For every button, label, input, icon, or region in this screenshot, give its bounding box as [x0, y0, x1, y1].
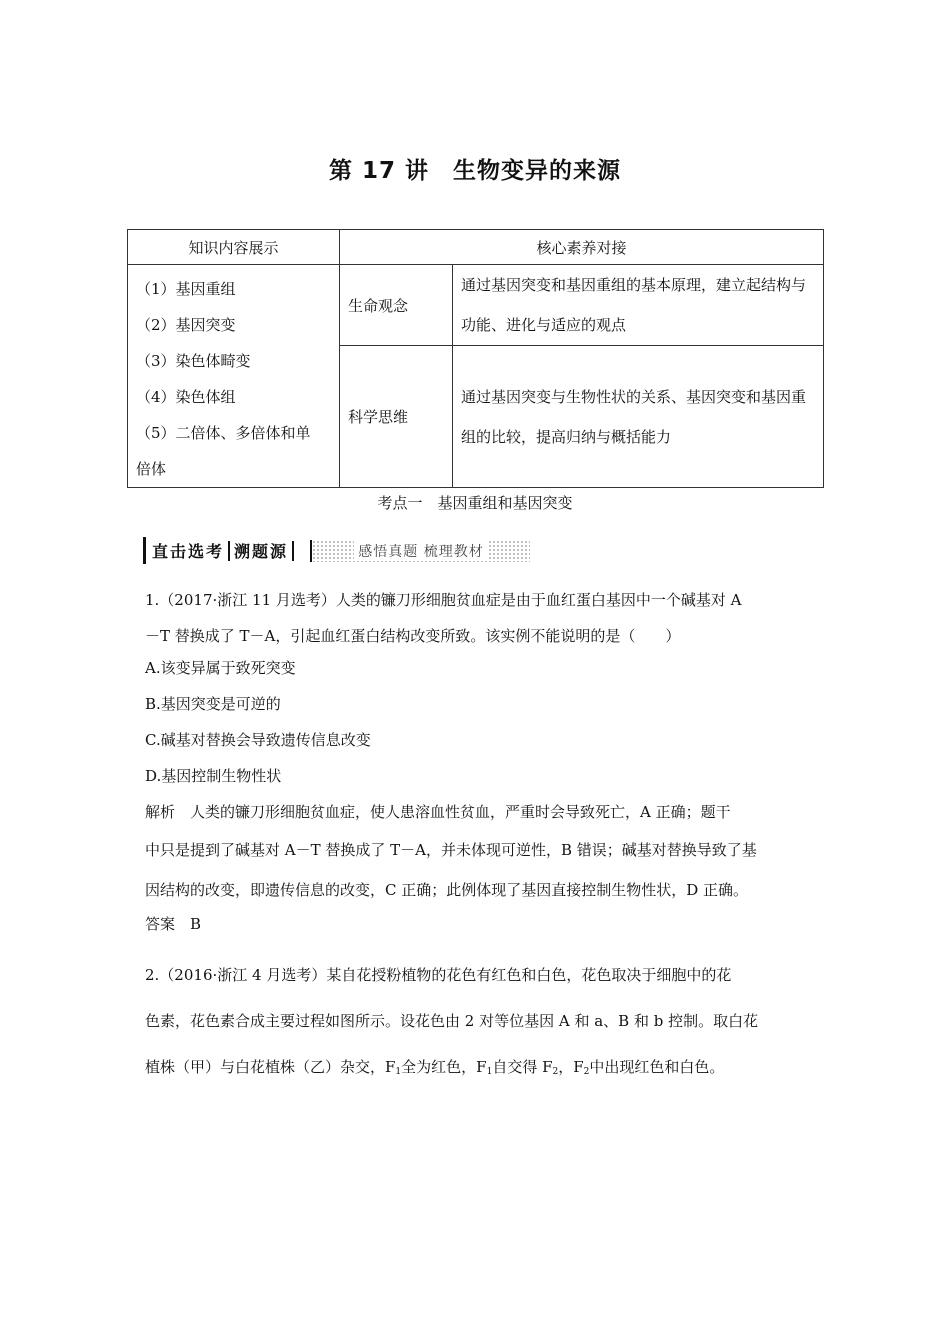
table-header-competency: 核心素养对接 — [340, 230, 824, 265]
knowledge-list — [128, 265, 340, 488]
knowledge-item: （2）基因突变 — [136, 316, 236, 334]
subscript: 2 — [552, 1067, 559, 1077]
text-span: 全为红色，F — [401, 1058, 487, 1076]
option-a: A.该变异属于致死突变 — [145, 659, 296, 677]
text-span: ，F — [558, 1058, 584, 1076]
banner-caption-box — [310, 540, 530, 562]
subscript: 1 — [486, 1067, 493, 1077]
option-b: B.基因突变是可逆的 — [145, 695, 281, 713]
knowledge-item: 倍体 — [136, 460, 167, 478]
banner-label-b: 溯题源 — [234, 542, 289, 561]
question-stem: 2.（2016·浙江 4 月选考）某自花授粉植物的花色有红色和白色，花色取决于细胞中的花 — [145, 966, 732, 984]
banner-divider — [292, 541, 294, 561]
table-header-knowledge: 知识内容展示 — [128, 230, 340, 265]
question-stem: －T 替换成了 T－A，引起血红蛋白结构改变所致。该实例不能说明的是（ ） — [145, 627, 681, 645]
question-stem — [145, 1044, 815, 1095]
question-2 — [145, 952, 815, 1095]
analysis-text: 因结构的改变，即遗传信息的改变，C 正确；此例体现了基因直接控制生物性状，D 正确。 — [145, 881, 749, 899]
knowledge-item: （5）二倍体、多倍体和单 — [136, 424, 311, 442]
answer-text: 答案 B — [145, 915, 202, 933]
subscript: 2 — [583, 1067, 590, 1077]
text-span: 中出现红色和白色。 — [589, 1058, 725, 1076]
knowledge-item: （4）染色体组 — [136, 388, 236, 406]
question-stem: 1.（2017·浙江 11 月选考）人类的镰刀形细胞贫血症是由于血红蛋白基因中一个碱基对 A — [145, 591, 742, 609]
category-cell: 生命观念 — [340, 265, 453, 346]
banner-caption: 感悟真题 梳理教材 — [354, 541, 487, 561]
subscript: 1 — [395, 1067, 402, 1077]
option-c: C.碱基对替换会导致遗传信息改变 — [145, 731, 371, 749]
knowledge-item: （3）染色体畸变 — [136, 352, 251, 370]
option-d: D.基因控制生物性状 — [145, 767, 282, 785]
description-cell: 通过基因突变和基因重组的基本原理，建立起结构与功能、进化与适应的观点 — [453, 265, 824, 346]
description-cell: 通过基因突变与生物性状的关系、基因突变和基因重组的比较，提高归纳与概括能力 — [453, 346, 824, 488]
section-banner — [143, 537, 530, 564]
knowledge-item: （1）基因重组 — [136, 280, 236, 298]
text-span: 自交得 F — [492, 1058, 553, 1076]
question-1 — [145, 578, 815, 938]
banner-label — [143, 537, 304, 564]
analysis-text: 解析 人类的镰刀形细胞贫血症，使人患溶血性贫血，严重时会导致死亡，A 正确；题干 — [145, 803, 731, 821]
page-title: 第 17 讲 生物变异的来源 — [328, 158, 622, 184]
section-heading: 考点一 基因重组和基因突变 — [377, 494, 573, 512]
question-stem: 色素，花色素合成主要过程如图所示。设花色由 2 对等位基因 A 和 a、B 和 b 控制。取白花 — [145, 1012, 759, 1030]
analysis-text: 中只是提到了碱基对 A－T 替换成了 T－A，并未体现可逆性，B 错误；碱基对替换导致了基 — [145, 841, 757, 859]
curriculum-table — [127, 229, 824, 488]
banner-label-a: 直击选考 — [152, 542, 225, 561]
text-span: 植株（甲）与白花植株（乙）杂交，F — [145, 1058, 396, 1076]
category-cell: 科学思维 — [340, 346, 453, 488]
banner-divider — [228, 541, 230, 561]
